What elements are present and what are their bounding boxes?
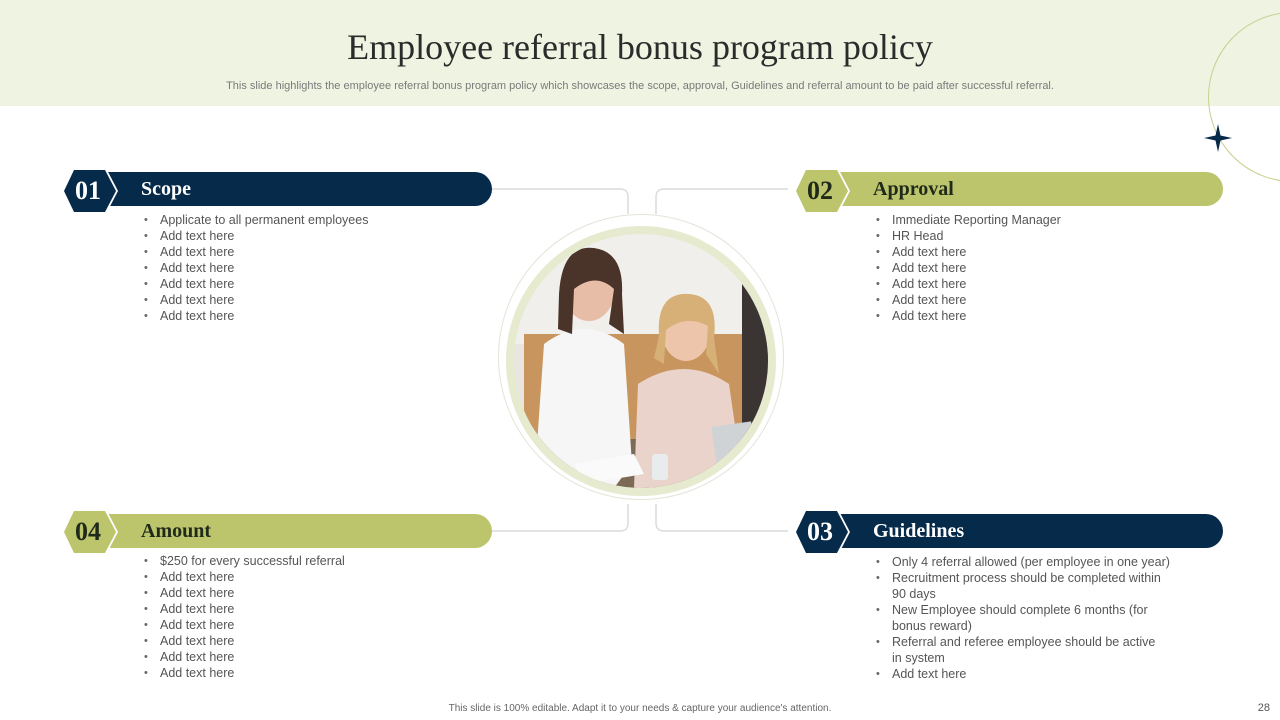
list-item: • Add text here [874, 260, 1214, 276]
list-item: • Add text here [874, 666, 1194, 682]
scope-number: 01 [75, 176, 101, 205]
amount-header-bar [90, 514, 492, 548]
list-item: • Add text here [142, 585, 482, 601]
scope-list [142, 212, 482, 324]
list-item: • Only 4 referral allowed (per employee in one year) [874, 554, 1194, 570]
list-item: • Add text here [874, 276, 1214, 292]
list-item: • Recruitment process should be completed within 90 days [874, 570, 1162, 602]
slide-title: Employee referral bonus program policy [347, 27, 933, 67]
list-item: • Add text here [142, 633, 482, 649]
list-item: • Add text here [142, 292, 482, 308]
footer-note: This slide is 100% editable. Adapt it to your needs & capture your audience's attention. [448, 703, 832, 714]
page-number: 28 [1257, 702, 1270, 714]
list-item: • Add text here [142, 569, 482, 585]
approval-number-badge [794, 168, 854, 214]
list-item: • $250 for every successful referral [142, 553, 482, 569]
list-item: • Add text here [142, 276, 482, 292]
team-photo [514, 234, 768, 488]
list-item: • Add text here [142, 244, 482, 260]
list-item: • Add text here [142, 649, 482, 665]
approval-number: 02 [807, 176, 833, 205]
list-item: • Applicate to all permanent employees [142, 212, 482, 228]
guidelines-list [874, 554, 1194, 682]
list-item: • Add text here [142, 665, 482, 681]
list-item: • Referral and referee employee should be active in system [874, 634, 1162, 666]
list-item: • Add text here [874, 244, 1214, 260]
list-item: • Add text here [142, 228, 482, 244]
approval-title: Approval [873, 178, 954, 200]
list-item: • Immediate Reporting Manager [874, 212, 1214, 228]
scope-header-bar [90, 172, 492, 206]
list-item: • Add text here [874, 292, 1214, 308]
amount-number: 04 [75, 517, 101, 546]
guidelines-number-badge [794, 509, 854, 555]
list-item: • Add text here [142, 260, 482, 276]
approval-list [874, 212, 1214, 324]
guidelines-header-bar [822, 514, 1223, 548]
scope-number-badge [62, 168, 122, 214]
guidelines-number: 03 [807, 517, 833, 546]
list-item: • Add text here [142, 308, 482, 324]
list-item: • Add text here [142, 617, 482, 633]
four-point-star-icon [1204, 124, 1232, 152]
slide-subtitle: This slide highlights the employee referral bonus program policy which showcases the scope, approval, Guidelines and referral amount to be paid after successful referral. [226, 80, 1054, 92]
list-item: • Add text here [142, 601, 482, 617]
amount-list [142, 553, 482, 681]
amount-number-badge [62, 509, 122, 555]
list-item: • New Employee should complete 6 months (for bonus reward) [874, 602, 1162, 634]
amount-title: Amount [141, 520, 212, 542]
list-item: • HR Head [874, 228, 1214, 244]
scope-title: Scope [141, 178, 191, 200]
approval-header-bar [822, 172, 1223, 206]
guidelines-title: Guidelines [873, 520, 965, 542]
list-item: • Add text here [874, 308, 1214, 324]
